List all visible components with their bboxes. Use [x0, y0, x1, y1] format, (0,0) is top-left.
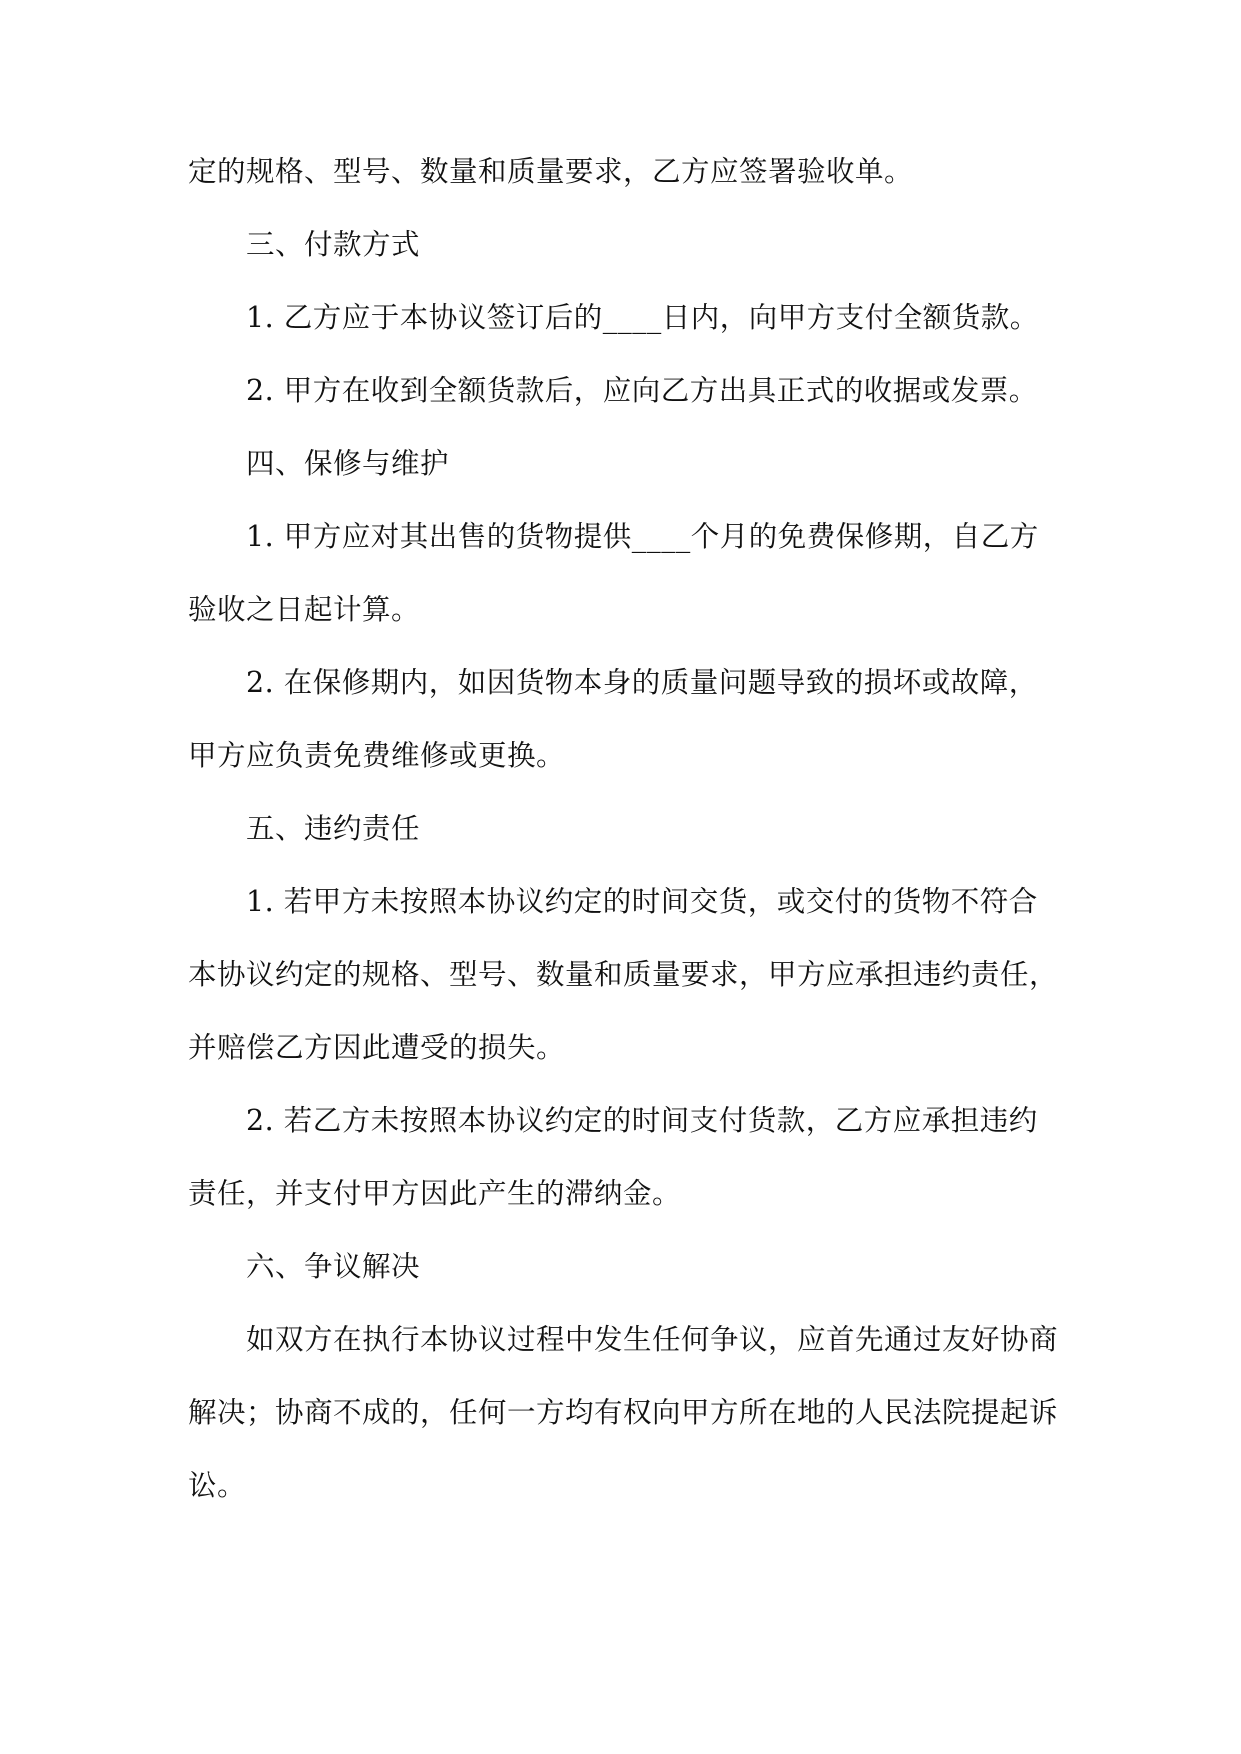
paragraph-line: 并赔偿乙方因此遭受的损失。	[188, 1031, 566, 1064]
paragraph-line: 责任，并支付甲方因此产生的滞纳金。	[188, 1177, 682, 1210]
paragraph-line: 1. 若甲方未按照本协议约定的时间交货，或交付的货物不符合	[246, 885, 1038, 918]
paragraph-line: 讼。	[188, 1469, 247, 1502]
paragraph-line: 2. 在保修期内，如因货物本身的质量问题导致的损坏或故障，	[246, 666, 1038, 699]
paragraph-line: 验收之日起计算。	[188, 593, 421, 626]
paragraph-line: 解决；协商不成的，任何一方均有权向甲方所在地的人民法院提起诉	[188, 1396, 1059, 1429]
paragraph-line: 1. 乙方应于本协议签订后的____日内，向甲方支付全额货款。	[246, 301, 1039, 334]
paragraph-line: 2. 甲方在收到全额货款后，应向乙方出具正式的收据或发票。	[246, 374, 1038, 407]
paragraph-line: 1. 甲方应对其出售的货物提供____个月的免费保修期，自乙方	[246, 520, 1039, 553]
paragraph-line: 本协议约定的规格、型号、数量和质量要求，甲方应承担违约责任，	[188, 958, 1059, 991]
paragraph-line: 定的规格、型号、数量和质量要求，乙方应签署验收单。	[188, 155, 914, 188]
section-heading-warranty: 四、保修与维护	[246, 447, 450, 480]
paragraph-line: 2. 若乙方未按照本协议约定的时间支付货款，乙方应承担违约	[246, 1104, 1038, 1137]
section-heading-payment: 三、付款方式	[246, 228, 421, 261]
paragraph-line: 甲方应负责免费维修或更换。	[188, 739, 566, 772]
section-heading-dispute: 六、争议解决	[246, 1250, 421, 1283]
paragraph-line: 如双方在执行本协议过程中发生任何争议，应首先通过友好协商	[246, 1323, 1059, 1356]
section-heading-breach: 五、违约责任	[246, 812, 421, 845]
